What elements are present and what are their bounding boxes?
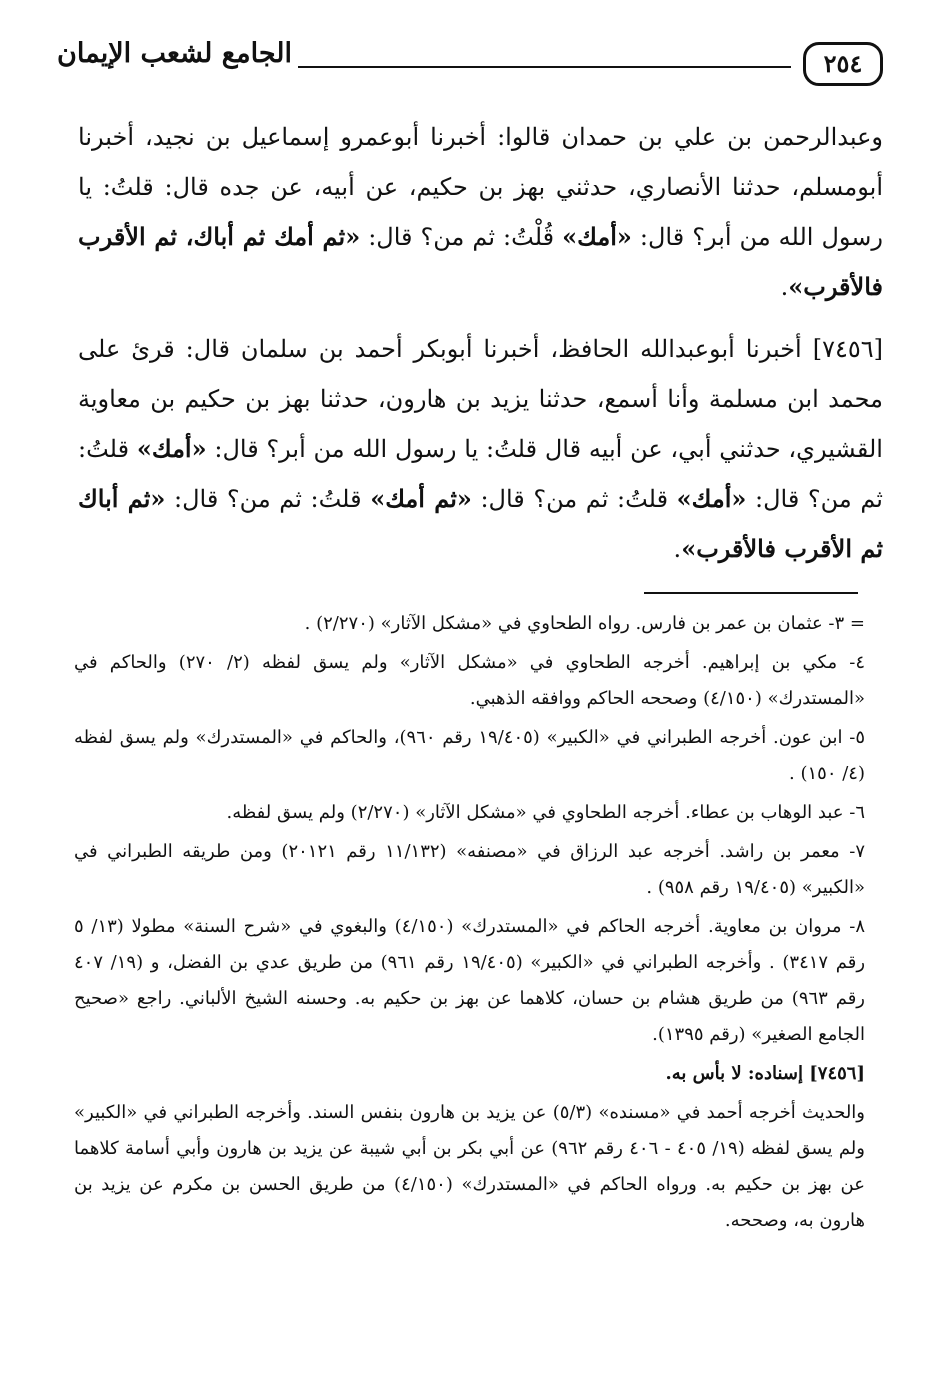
page-header [57, 28, 883, 108]
footnote-7: ٧- معمر بن راشد. أخرجه عبد الرزاق في «مصنفه» (١١/١٣٢ رقم ٢٠١٢١) ومن طريقه الطبراني في «الكبير» (١٩/٤٠٥ رقم ٩٥٨) . [74, 841, 865, 898]
bold-quote: «ثم أمك» [370, 484, 472, 513]
text-run: قلتُ: ثم من؟ قال: [173, 485, 362, 513]
text-run: أخبرنا أبوعبدالله الحافظ، أخبرنا أبوبكر أحمد بن سلمان قال: قرئ على محمد ابن مسلمة وأنا أسمع، حدثنا يزيد بن هارون، حدثنا بهز بن حكيم بن معاوية القشيري، حدثني أبي، عن أبيه قال قلتُ: يا رسول الله من أبر؟ قال: [78, 335, 883, 463]
page-number-badge: ٢٥٤ [803, 42, 883, 86]
footnote-4: ٤- مكي بن إبراهيم. أخرجه الطحاوي في «مشكل الآثار» ولم يسق لفظه (٢/ ٢٧٠) والحاكم في «المستدرك» (٤/١٥٠) وصححه الحاكم ووافقه الذهبي. [74, 652, 866, 709]
header-rule [298, 66, 791, 68]
isnad-note: [٧٤٥٦] إسناده: لا بأس به. [665, 1063, 865, 1084]
main-text [78, 112, 883, 586]
footnotes [74, 606, 865, 1242]
footnote-3: = ٣- عثمان بن عمر بن فارس. رواه الطحاوي في «مشكل الآثار» (٢/٢٧٠) . [304, 613, 865, 634]
footnote-5: ٥- ابن عون. أخرجه الطبراني في «الكبير» (١٩/٤٠٥ رقم ٩٦٠)، والحاكم في «المستدرك» ولم يسق لفظه (٤/ ١٥٠) . [74, 727, 865, 784]
text-run: قلتُ: ثم من؟ قال: [480, 485, 669, 513]
footnote-8: ٨- مروان بن معاوية. أخرجه الحاكم في «المستدرك» (٤/١٥٠) والبغوي في «شرح السنة» مطولا (١٣/ ٥ رقم ٣٤١٧) . وأخرجه الطبراني في «الكبير» (١٩/٤٠٥ رقم ٩٦١) من طريق عدي بن الفضل، و (١٩/ ٤٠٧ رقم ٩٦٣) من طريق هشام بن حسان، كلاهما عن بهز بن حكيم به. وحسنه الشيخ الألباني. راجع «صحيح الجامع الصغير» (رقم ١٣٩٥). [74, 916, 866, 1045]
book-title: الجامع لشعب الإيمان [57, 38, 292, 69]
hadith-note: والحديث أخرجه أحمد في «مسنده» (٥/٣) عن يزيد بن هارون بنفس السند. وأخرجه الطبراني في «الكبير» ولم يسق لفظه (١٩/ ٤٠٥ - ٤٠٦ رقم ٩٦٢) عن أبي بكر بن أبي شيبة عن يزيد بن هارون وأبي أسامة كلاهما عن بهز بن حكيم به. ورواه الحاكم في «المستدرك» (٤/١٥٠) من طريق الحسن بن مكرم عن يزيد بن هارون به، وصححه. [74, 1102, 865, 1231]
text-run: . [780, 273, 789, 301]
footnote-separator [644, 592, 858, 594]
footnote-6: ٦- عبد الوهاب بن عطاء. أخرجه الطحاوي في «مشكل الآثار» (٢/٢٧٠) ولم يسق لفظه. [226, 802, 865, 823]
hadith-number: [٧٤٥٦] [812, 335, 883, 363]
bold-quote: «ثم أمك ثم أباك، ثم الأقرب فالأقرب» [78, 222, 883, 301]
bold-quote: «أمك» [676, 484, 747, 513]
paragraph-1 [78, 112, 883, 312]
paragraph-7456 [78, 324, 883, 574]
text-run: وعبدالرحمن بن علي بن حمدان قالوا: أخبرنا أبوعمرو إسماعيل بن نجيد، أخبرنا أبومسلم، حدثنا الأنصاري، حدثني بهز بن حكيم، عن أبيه، عن جده قال: قلتُ: يا رسول الله من أبر؟ قال: [78, 123, 884, 251]
bold-quote: «أمك» [136, 434, 207, 463]
bold-quote: «ثم أباك ثم الأقرب فالأقرب» [78, 484, 883, 563]
bold-quote: «أمك» [562, 222, 632, 251]
text-run: قُلْتُ: ثم من؟ قال: [368, 223, 555, 251]
text-run: قلتُ: ثم من؟ قال: [78, 435, 883, 513]
text-run: . [673, 535, 682, 563]
